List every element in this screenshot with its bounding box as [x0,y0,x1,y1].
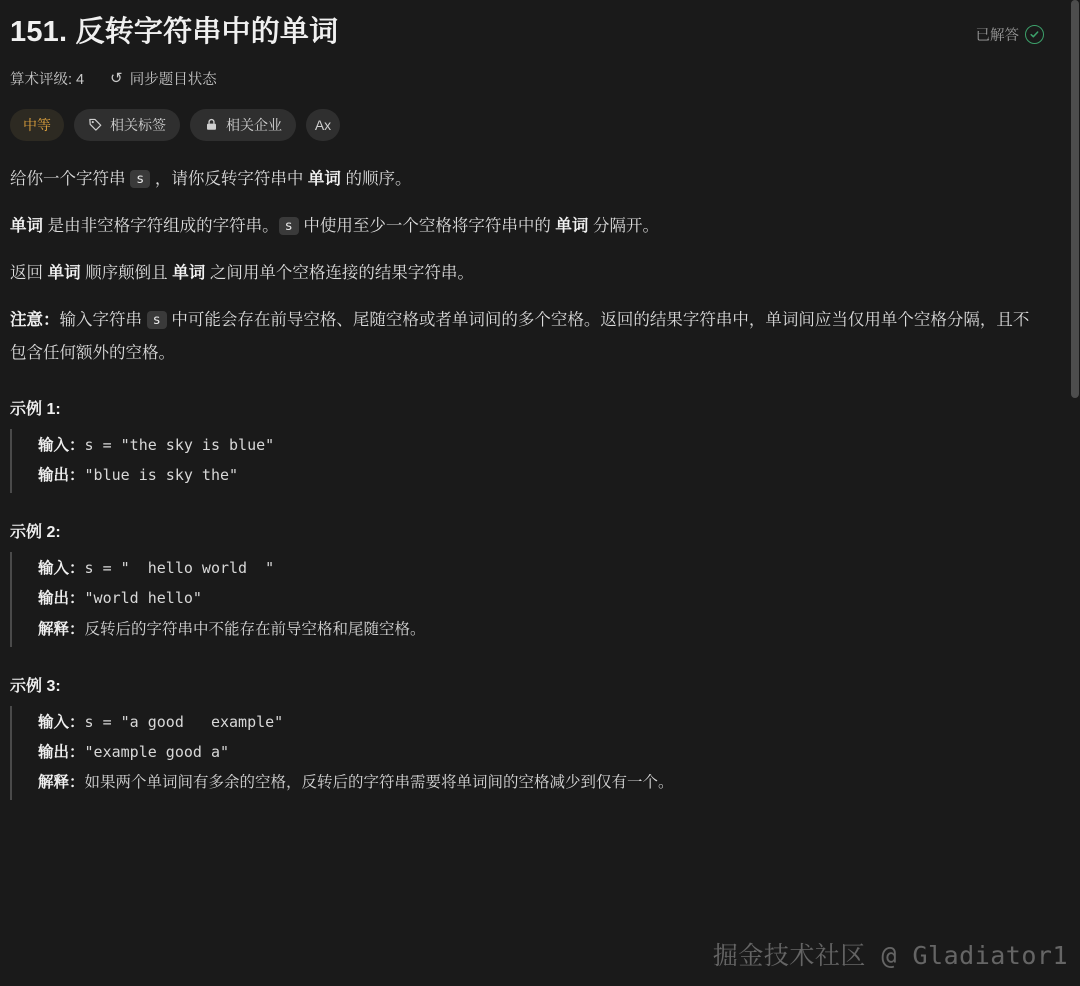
desc-paragraph-1 [10,163,1044,196]
example-input-value: s = " hello world " [84,559,275,578]
tag-icon [88,117,103,132]
inline-code-s: s [130,170,150,188]
example-block [10,429,1044,493]
scrollbar[interactable] [1070,0,1080,986]
desc-paragraph-4 [10,304,1044,370]
tag-row [10,109,1044,141]
example-explanation-label: 解释： [38,620,85,638]
desc-bold: 注意： [10,310,60,329]
desc-text: 的顺序。 [340,169,412,188]
inline-code-s: s [279,217,299,235]
example-block [10,706,1044,801]
example-title: 示例 3: [10,677,61,695]
example-output-label: 输出： [38,744,85,761]
example-input-label: 输入： [38,436,85,454]
difficulty-badge[interactable] [10,109,64,141]
translate-label: Ax [314,116,332,133]
example-explanation [38,768,1044,798]
lock-icon [204,117,219,132]
example-input-value: s = "a good example" [84,712,284,731]
related-companies-label: 相关企业 [226,116,282,133]
desc-text: 顺序颠倒且 [80,263,173,282]
desc-paragraph-2 [10,210,1044,243]
page-title: 151. 反转字符串中的单词 [10,16,339,48]
status-badge [976,14,1045,45]
example-input-label: 输入： [38,713,85,731]
example-output-label: 输出： [38,466,85,484]
example-input [38,708,1044,738]
related-companies-button[interactable] [190,109,296,141]
sync-status-button[interactable] [110,68,217,89]
example-output [38,584,1044,614]
desc-text: 分隔开。 [588,216,659,235]
problem-description [10,163,1044,370]
title-row [10,14,1044,52]
inline-code-s: s [147,311,167,329]
desc-paragraph-3 [10,257,1044,290]
example-output-value: "example good a" [84,743,230,761]
related-tags-button[interactable] [74,109,180,141]
translate-button[interactable] [306,109,340,141]
example-output-value: "world hello" [84,589,202,608]
watermark: 掘金技术社区 @ Gladiator1 [712,941,1068,970]
desc-text: 是由非空格字符组成的字符串。 [43,216,279,235]
difficulty-label: 中等 [23,116,51,133]
desc-text: 中使用至少一个空格将字符串中的 [298,216,556,235]
example-title: 示例 2: [10,524,61,542]
example-explanation-value: 反转后的字符串中不能存在前导空格和尾随空格。 [84,620,426,638]
desc-bold: 单词 [555,216,589,235]
example-block [10,552,1044,647]
example-input-value: s = "the sky is blue" [84,435,275,454]
related-tags-label: 相关标签 [110,116,166,133]
example-output [38,461,1044,491]
example-explanation-value: 如果两个单词间有多余的空格，反转后的字符串需要将单词间的空格减少到仅有一个。 [84,774,674,792]
sync-status-label: 同步题目状态 [129,71,217,88]
desc-text: 给你一个字符串 [10,169,131,188]
example-input-label: 输入： [38,560,85,578]
rating-label: 算术评级: 4 [10,71,85,88]
example-output-label: 输出： [38,590,85,608]
refresh-icon: ↻ [110,70,123,88]
meta-row [10,68,1044,89]
desc-text: 输入字符串 [59,310,147,329]
desc-bold: 单词 [47,263,81,282]
example-input [38,554,1044,584]
example-input [38,431,1044,461]
desc-text: ，请你反转字符串中 [150,169,308,188]
check-circle-icon [1025,25,1044,44]
example-explanation-label: 解释： [38,774,85,792]
example-output-value: "blue is sky the" [84,465,239,484]
example-explanation [38,615,1044,645]
desc-text: 返回 [10,263,48,282]
status-badge-label: 已解答 [975,28,1019,44]
example-title: 示例 1: [10,400,61,418]
desc-bold: 单词 [307,169,341,188]
desc-bold: 单词 [10,216,43,235]
desc-text: 之间用单个空格连接的结果字符串。 [205,263,474,282]
example-output [38,738,1044,768]
desc-bold: 单词 [172,263,206,282]
desc-text: 中可能会存在前导空格、尾随空格或者单词间的多个空格。返回的结果字符串中，单词间应当仅用单个空格分隔，且不包含任何额外的空格。 [10,310,1030,362]
scrollbar-thumb[interactable] [1071,0,1079,398]
